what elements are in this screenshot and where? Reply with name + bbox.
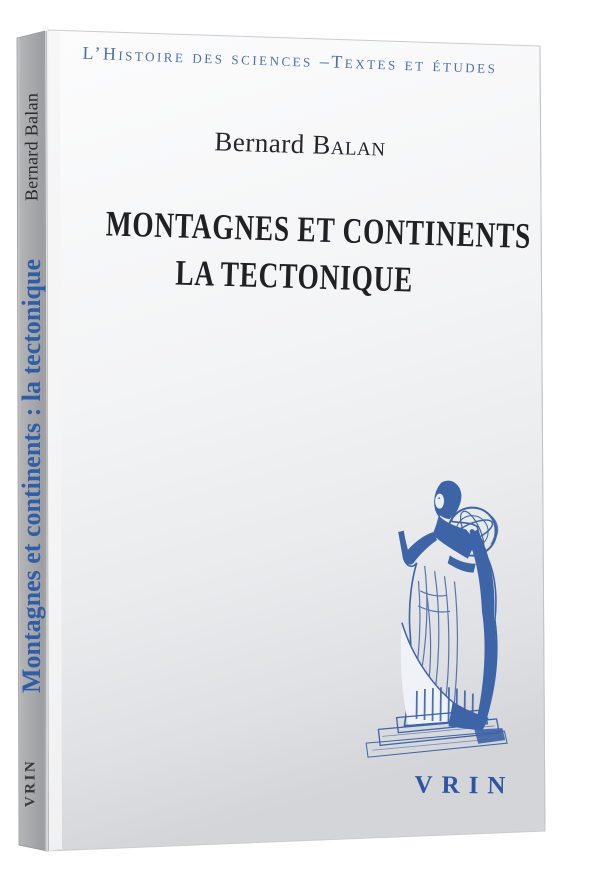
spine-author-text: Bernard Balan [21, 92, 42, 202]
author-last-name: Balan [311, 129, 387, 162]
spine-title-text: Montagnes et continents : la tectonique [17, 258, 46, 694]
spine-publisher-text: VRIN [22, 758, 39, 808]
book-title [44, 199, 547, 308]
publisher-wordmark: VRIN [414, 771, 515, 800]
cover-hinge-highlight [47, 31, 62, 851]
book-title-line-2: LA TECTONIQUE [174, 252, 414, 300]
book-title-line-1: MONTAGNES ET CONTINENTS [105, 203, 532, 256]
author-first-name: Bernard [213, 126, 306, 160]
series-title: L’Histoire des sciences –Textes et études [82, 42, 498, 78]
